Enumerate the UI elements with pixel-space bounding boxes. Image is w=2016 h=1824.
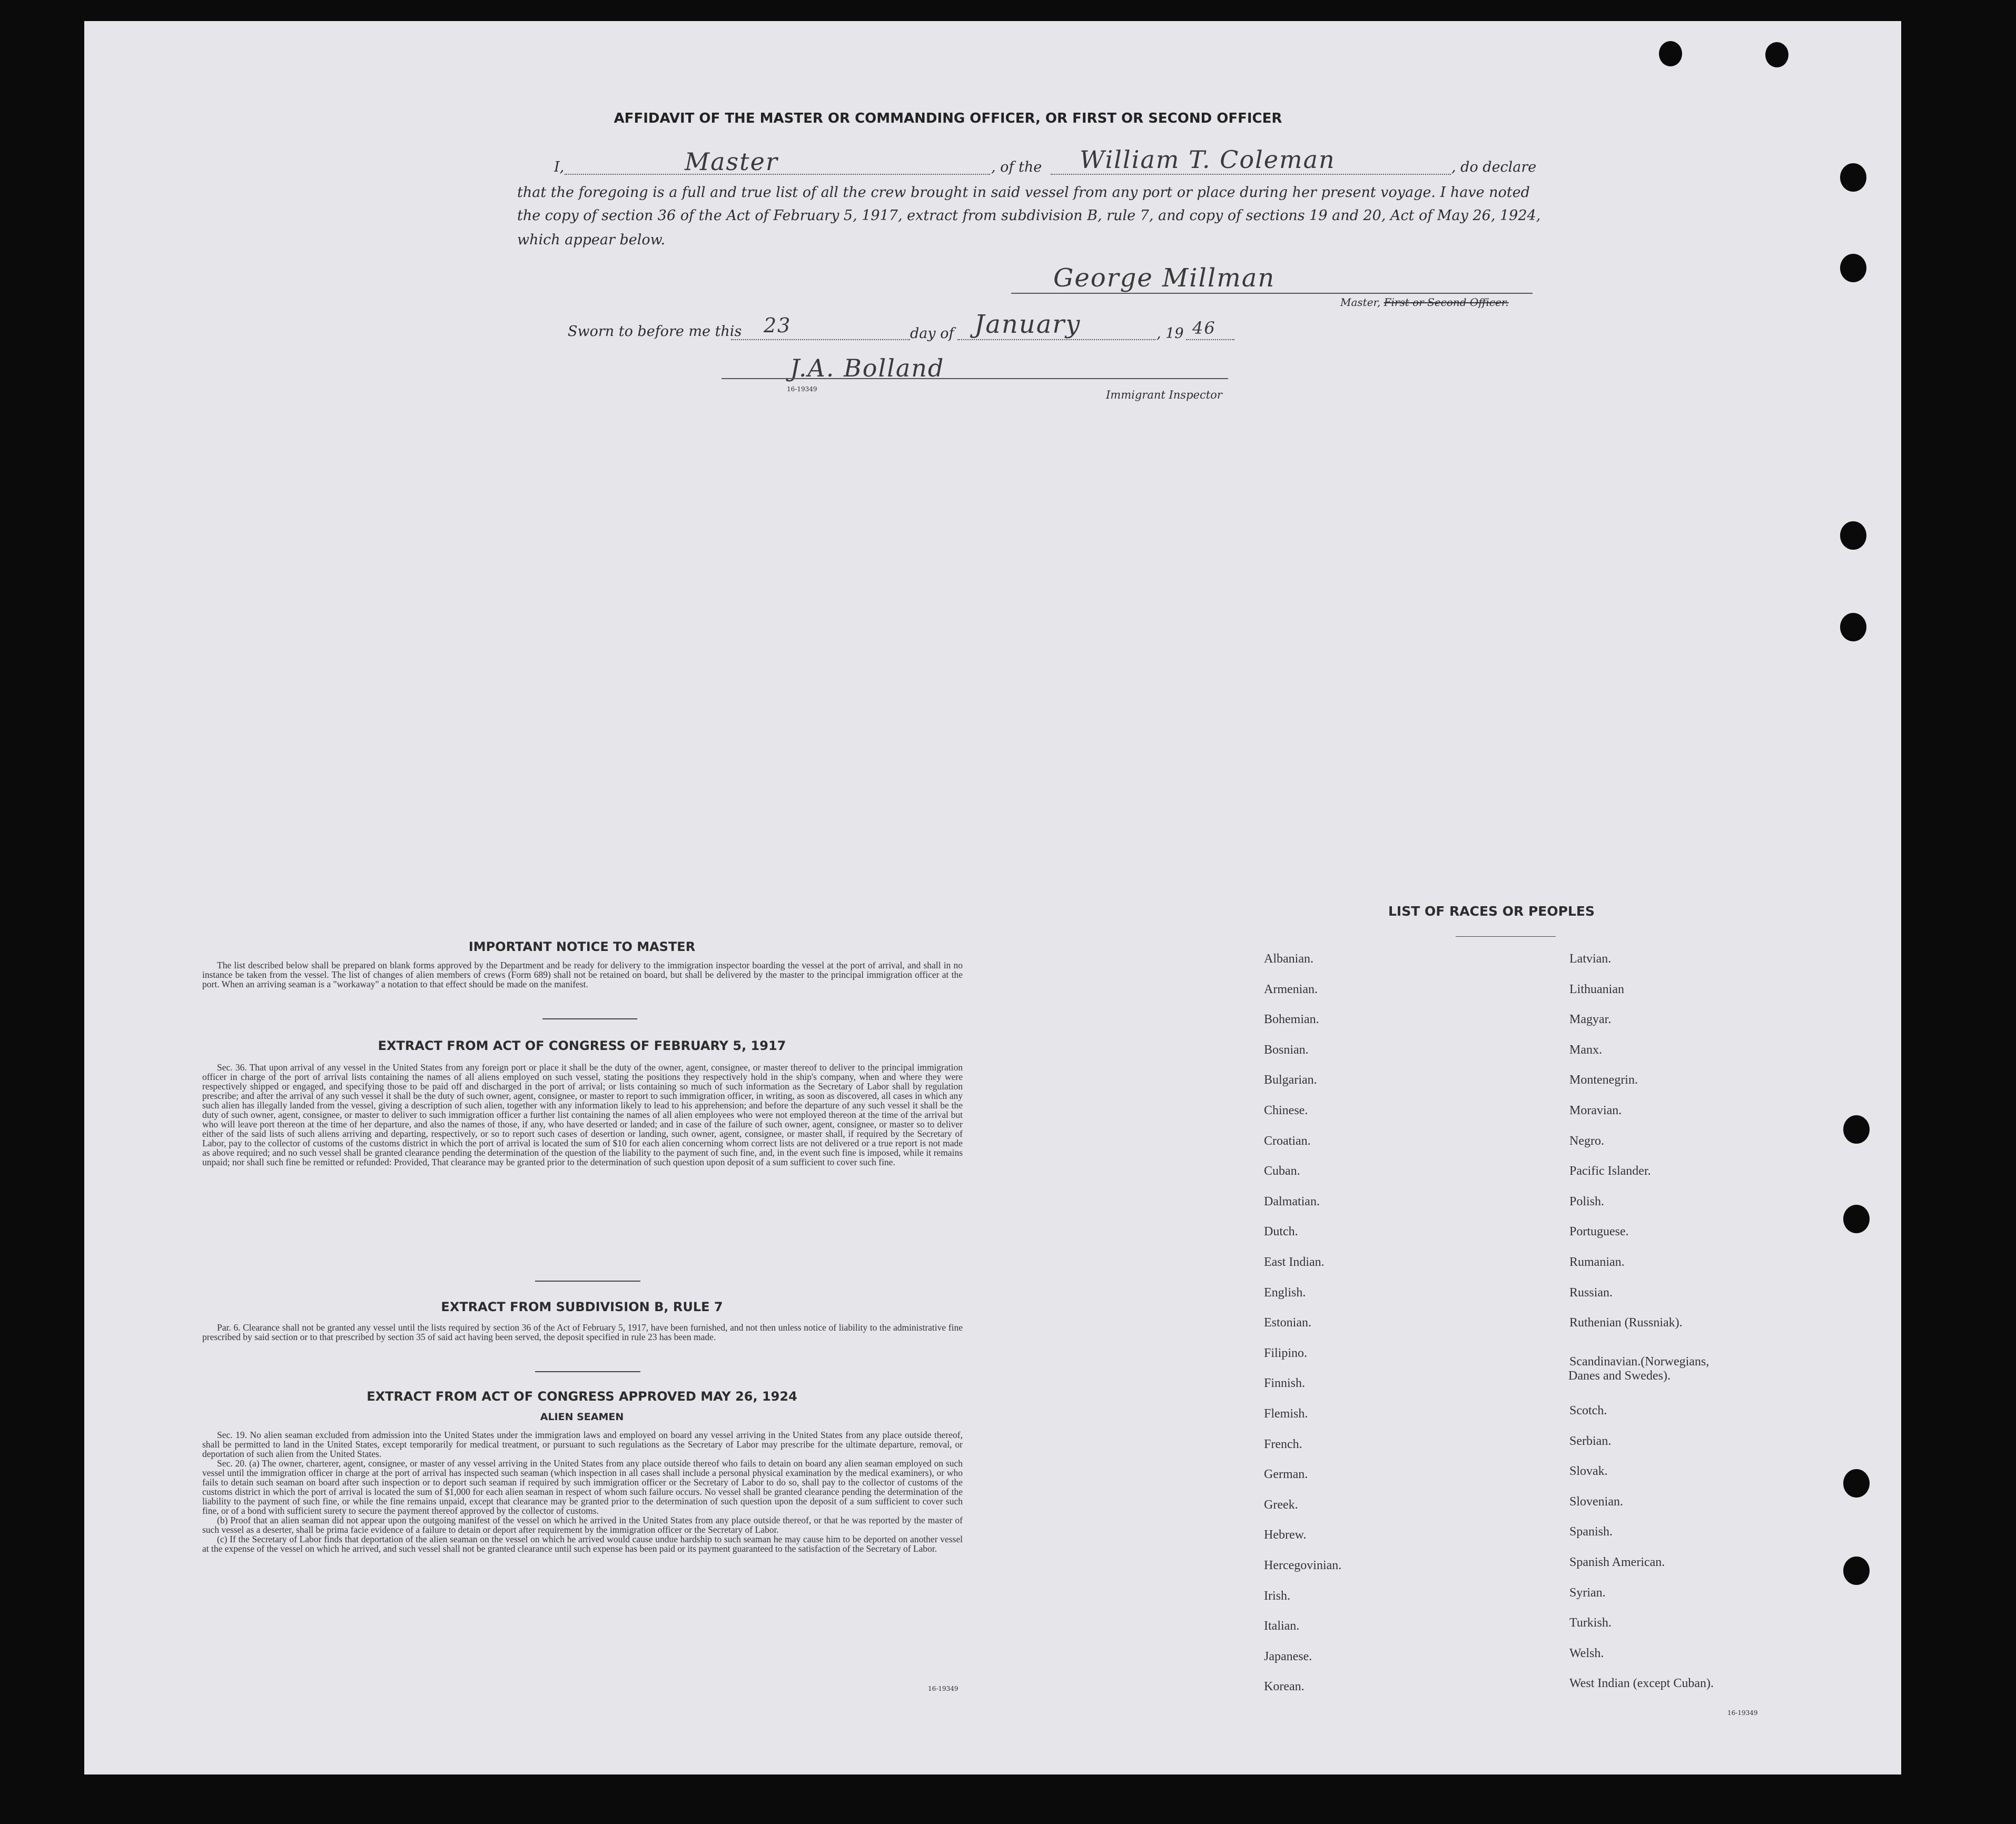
race-item: Estonian.	[1264, 1316, 1311, 1330]
declare-label: , do declare	[1451, 159, 1537, 175]
extract1917-body	[202, 1063, 963, 1167]
race-item: Italian.	[1264, 1619, 1300, 1633]
race-item: Albanian.	[1264, 952, 1313, 966]
sworn-year: 46	[1192, 318, 1216, 338]
sworn-month: January	[974, 310, 1081, 339]
race-item: French.	[1264, 1437, 1302, 1451]
extract1924-title: EXTRACT FROM ACT OF CONGRESS APPROVED MAY 26, 1924	[367, 1389, 797, 1404]
of-the-label: , of the	[991, 159, 1042, 175]
race-item: Moravian.	[1569, 1104, 1622, 1117]
race-item: Pacific Islander.	[1569, 1164, 1651, 1178]
race-item: Bulgarian.	[1264, 1073, 1317, 1087]
race-item: Ruthenian (Russniak).	[1569, 1316, 1683, 1330]
affidavit-body-line3: which appear below.	[517, 232, 666, 248]
day-field-line	[731, 339, 910, 340]
notice-body	[202, 960, 963, 989]
punch-hole	[1659, 41, 1682, 66]
punch-hole	[1843, 1469, 1870, 1498]
race-item: Scandinavian.(Norwegians,	[1569, 1354, 1709, 1369]
master-struck-text: First or Second Officer.	[1383, 296, 1509, 309]
year-prefix: , 19	[1157, 325, 1184, 342]
par6-paragraph: Par. 6. Clearance shall not be granted any vessel until the lists required by section 36 of the Act of February 5, 1917, have been furnished, and not then unless notice of liability to the administrative fine prescribed by said section or to that prescribed by section 35 of said act having been served, the deposit specified in rule 23 has been made.	[202, 1322, 963, 1342]
i-label: I,	[554, 159, 565, 175]
race-item: Negro.	[1569, 1134, 1604, 1148]
race-item: East Indian.	[1264, 1255, 1325, 1269]
punch-hole	[1840, 254, 1866, 282]
notice-paragraph: The list described below shall be prepared on blank forms approved by the Department and be ready for delivery to the immigration inspector boarding the vessel at the port of arrival, and shall in no instance be taken from the vessel. The list of changes of alien members of crews (Form 689) shall not be retained on board, but shall be delivered by the master to the principal immigration officer at the port. When an arriving seaman is a "workaway" a notation to that effect should be made on the manifest.	[202, 960, 963, 989]
race-item: Korean.	[1264, 1680, 1305, 1694]
race-item: West Indian (except Cuban).	[1569, 1677, 1714, 1691]
punch-hole	[1843, 1205, 1870, 1233]
race-item: Hebrew.	[1264, 1528, 1307, 1542]
race-item: Croatian.	[1264, 1134, 1311, 1148]
vessel-handwritten: William T. Coleman	[1080, 145, 1336, 174]
inspector-signature: J.A. Bolland	[790, 354, 945, 382]
rule7-body	[202, 1323, 963, 1342]
month-field-line	[957, 339, 1155, 340]
rule7-title: EXTRACT FROM SUBDIVISION B, RULE 7	[441, 1300, 723, 1314]
punch-hole	[1840, 521, 1866, 550]
sec20c-paragraph: (c) If the Secretary of Labor finds that deportation of the alien seaman on the vessel on which he arrived would cause undue hardship to such seaman he may cause him to be deported on another vessel at the expense of the vessel on which he arrived, and such vessel shall not be granted clearance until such expense has been paid or its payment guaranteed to the satisfaction of the Secretary of Labor.	[202, 1534, 963, 1554]
race-item: Rumanian.	[1569, 1255, 1625, 1269]
section-divider	[535, 1371, 640, 1372]
inspector-label: Immigrant Inspector	[1106, 389, 1222, 401]
race-item: Japanese.	[1264, 1649, 1312, 1663]
race-item: Slovenian.	[1569, 1494, 1623, 1509]
race-item: Serbian.	[1569, 1434, 1612, 1448]
race-item: Lithuanian	[1569, 982, 1624, 996]
section-divider	[535, 1281, 640, 1282]
scandinavian-line2: Danes and Swedes).	[1568, 1369, 1671, 1383]
race-item: Manx.	[1569, 1043, 1602, 1057]
punch-hole	[1840, 163, 1866, 192]
race-item: Latvian.	[1569, 952, 1612, 966]
sec20b-paragraph: (b) Proof that an alien seaman did not appear upon the outgoing manifest of the vessel on which he arrived in the United States from any place outside thereof, or that he was reported by the master of such vessel as a deserter, shall be prima facie evidence of a failure to detain or deport after requirement by the immigration officer or the Secretary of Labor.	[202, 1515, 963, 1535]
affidavit-body-line2: the copy of section 36 of the Act of February 5, 1917, extract from subdivision B, rule 7, and copy of sections 19 and 20, Act of May 26, 1924,	[517, 207, 1541, 224]
race-item: Spanish.	[1569, 1525, 1613, 1539]
race-item: Montenegrin.	[1569, 1073, 1638, 1087]
sec36-paragraph: Sec. 36. That upon arrival of any vessel in the United States from any foreign port or place it shall be the duty of the owner, agent, consignee, or master thereof to deliver to the principal immigration officer in charge of the port of arrival lists containing the names of all aliens employed on such vessel, stating the positions they respectively hold in the ship's company, when and where they were respectively shipped or engaged, and specifying those to be paid off and discharged in the port of arrival; or lists containing so much of such information as the Secretary of Labor shall by regulation prescribe; and after the arrival of any such vessel it shall be the duty of such owner, agent, consignee, or master to report to such immigration officer, in writing, as soon as discovered, all cases in which any such alien has illegally landed from the vessel, giving a description of such alien, together with any information likely to lead to his apprehension; and before the departure of any such vessel it shall be the duty of such owner, agent, consignee, or master to deliver to such immigration officer a further list containing the names of all alien employees who were not employed thereon at the time of the arrival but who will leave port thereon at the time of her departure, and also the names of those, if any, who have deserted or landed; and in case of the failure of such owner, agent, consignee, or master so to deliver either of the said lists of such aliens arriving and departing, respectively, or so to report such cases of desertion or landing, such owner, agent, consignee, or master shall, if required by the Secretary of Labor, pay to the collector of customs of the customs district in which the port of arrival is located the sum of $10 for each alien concerning whom correct lists are not delivered or a true report is not made as above required; and no such vessel shall be granted clearance pending the determination of the question of the liability to the payment of such fine, and, in the event such fine is imposed, while it remains unpaid; nor shall such fine be remitted or refunded: Provided, That clearance may be granted prior to the determination of such question upon deposit of a sum sufficient to cover such fine.	[202, 1062, 963, 1167]
sworn-day: 23	[764, 314, 792, 337]
races-title-rule	[1456, 936, 1556, 937]
race-item: Greek.	[1264, 1498, 1298, 1512]
sec19-paragraph: Sec. 19. No alien seaman excluded from admission into the United States under the immigration laws and employed on board any vessel arriving in the United States from any place outside thereof, shall be permitted to land in the United States, except temporarily for medical treatment, or pursuant to such regulations as the Secretary of Labor may prescribe for the ultimate departure, removal, or deportation of such alien from the United States.	[202, 1430, 963, 1459]
master-title	[1340, 296, 1509, 309]
affidavit-form-number: 16-19349	[787, 385, 817, 393]
extract1924-body	[202, 1430, 963, 1553]
race-item: Chinese.	[1264, 1104, 1308, 1117]
sec20a-paragraph: Sec. 20. (a) The owner, charterer, agent, consignee, or master of any vessel arriving in the United States from any place outside thereof who fails to detain on board any alien seaman employed on such vessel until the immigration officer in charge at the port of arrival has inspected such seaman (which inspection in all cases shall include a personal physical examination by the medical examiners), or who fails to detain such seaman on board after such inspection or to deport such seaman if required by such immigration officer or the Secretary of Labor to do so, shall pay to the collector of customs of the customs district in which the port of arrival is located the sum of $1,000 for each alien seaman in respect of whom such failure occurs. No vessel shall be granted clearance pending the determination of the liability to the payment of such fine, or while the fine remains unpaid, except that clearance may be granted prior to the determination of such question upon the deposit of a sum sufficient to cover such fine, or of a bond with sufficient surety to secure the payment thereof approved by the collector of customs.	[202, 1458, 963, 1516]
race-item: Scotch.	[1569, 1404, 1607, 1417]
vessel-field-line	[1051, 174, 1451, 175]
race-item: Finnish.	[1264, 1376, 1306, 1391]
extract1924-subtitle: ALIEN SEAMEN	[540, 1411, 624, 1423]
race-item: Portuguese.	[1569, 1225, 1629, 1239]
year-field-line	[1186, 339, 1234, 340]
race-item: Magyar.	[1569, 1013, 1612, 1027]
race-item: English.	[1264, 1285, 1306, 1300]
notice-title: IMPORTANT NOTICE TO MASTER	[468, 939, 696, 954]
races-title: LIST OF RACES OR PEOPLES	[1388, 904, 1595, 919]
race-item: Polish.	[1569, 1194, 1605, 1208]
race-item: Armenian.	[1264, 982, 1318, 996]
extract1917-title: EXTRACT FROM ACT OF CONGRESS OF FEBRUARY 5, 1917	[378, 1038, 786, 1053]
master-signature: George Millman	[1053, 263, 1276, 293]
affidavit-body-line1: that the foregoing is a full and true list of all the crew brought in said vessel from any port or place during her present voyage. I have noted	[517, 184, 1530, 201]
race-item: Welsh.	[1569, 1646, 1604, 1660]
affidavit-title: AFFIDAVIT OF THE MASTER OR COMMANDING OFFICER, OR FIRST OR SECOND OFFICER	[614, 111, 1282, 126]
master-label: Master,	[1340, 296, 1381, 309]
race-item: Russian.	[1569, 1285, 1613, 1300]
race-item: Filipino.	[1264, 1346, 1308, 1360]
race-item: Dalmatian.	[1264, 1194, 1320, 1208]
race-item: Hercegovinian.	[1264, 1559, 1342, 1572]
punch-hole	[1765, 42, 1788, 67]
race-item: Spanish American.	[1569, 1555, 1665, 1569]
race-item: Dutch.	[1264, 1225, 1298, 1239]
race-item: Irish.	[1264, 1589, 1290, 1603]
punch-hole	[1843, 1115, 1870, 1144]
race-item: Slovak.	[1569, 1464, 1608, 1479]
race-item: German.	[1264, 1468, 1308, 1482]
section-divider	[542, 1018, 637, 1019]
inspector-line	[722, 378, 1228, 379]
race-item: Flemish.	[1264, 1407, 1308, 1421]
day-of-label: day of	[910, 325, 954, 342]
race-item: Bosnian.	[1264, 1043, 1309, 1057]
punch-hole	[1840, 613, 1866, 641]
race-item: Turkish.	[1569, 1616, 1612, 1630]
legal-form-number: 16-19349	[928, 1685, 958, 1692]
race-item: Syrian.	[1569, 1585, 1606, 1600]
punch-hole	[1843, 1557, 1870, 1585]
races-form-number: 16-19349	[1727, 1709, 1758, 1717]
signature-line	[1011, 293, 1533, 294]
name-handwritten: Master	[685, 147, 778, 176]
race-item: Bohemian.	[1264, 1013, 1319, 1027]
race-item: Cuban.	[1264, 1164, 1300, 1178]
sworn-label: Sworn to before me this	[568, 323, 742, 340]
